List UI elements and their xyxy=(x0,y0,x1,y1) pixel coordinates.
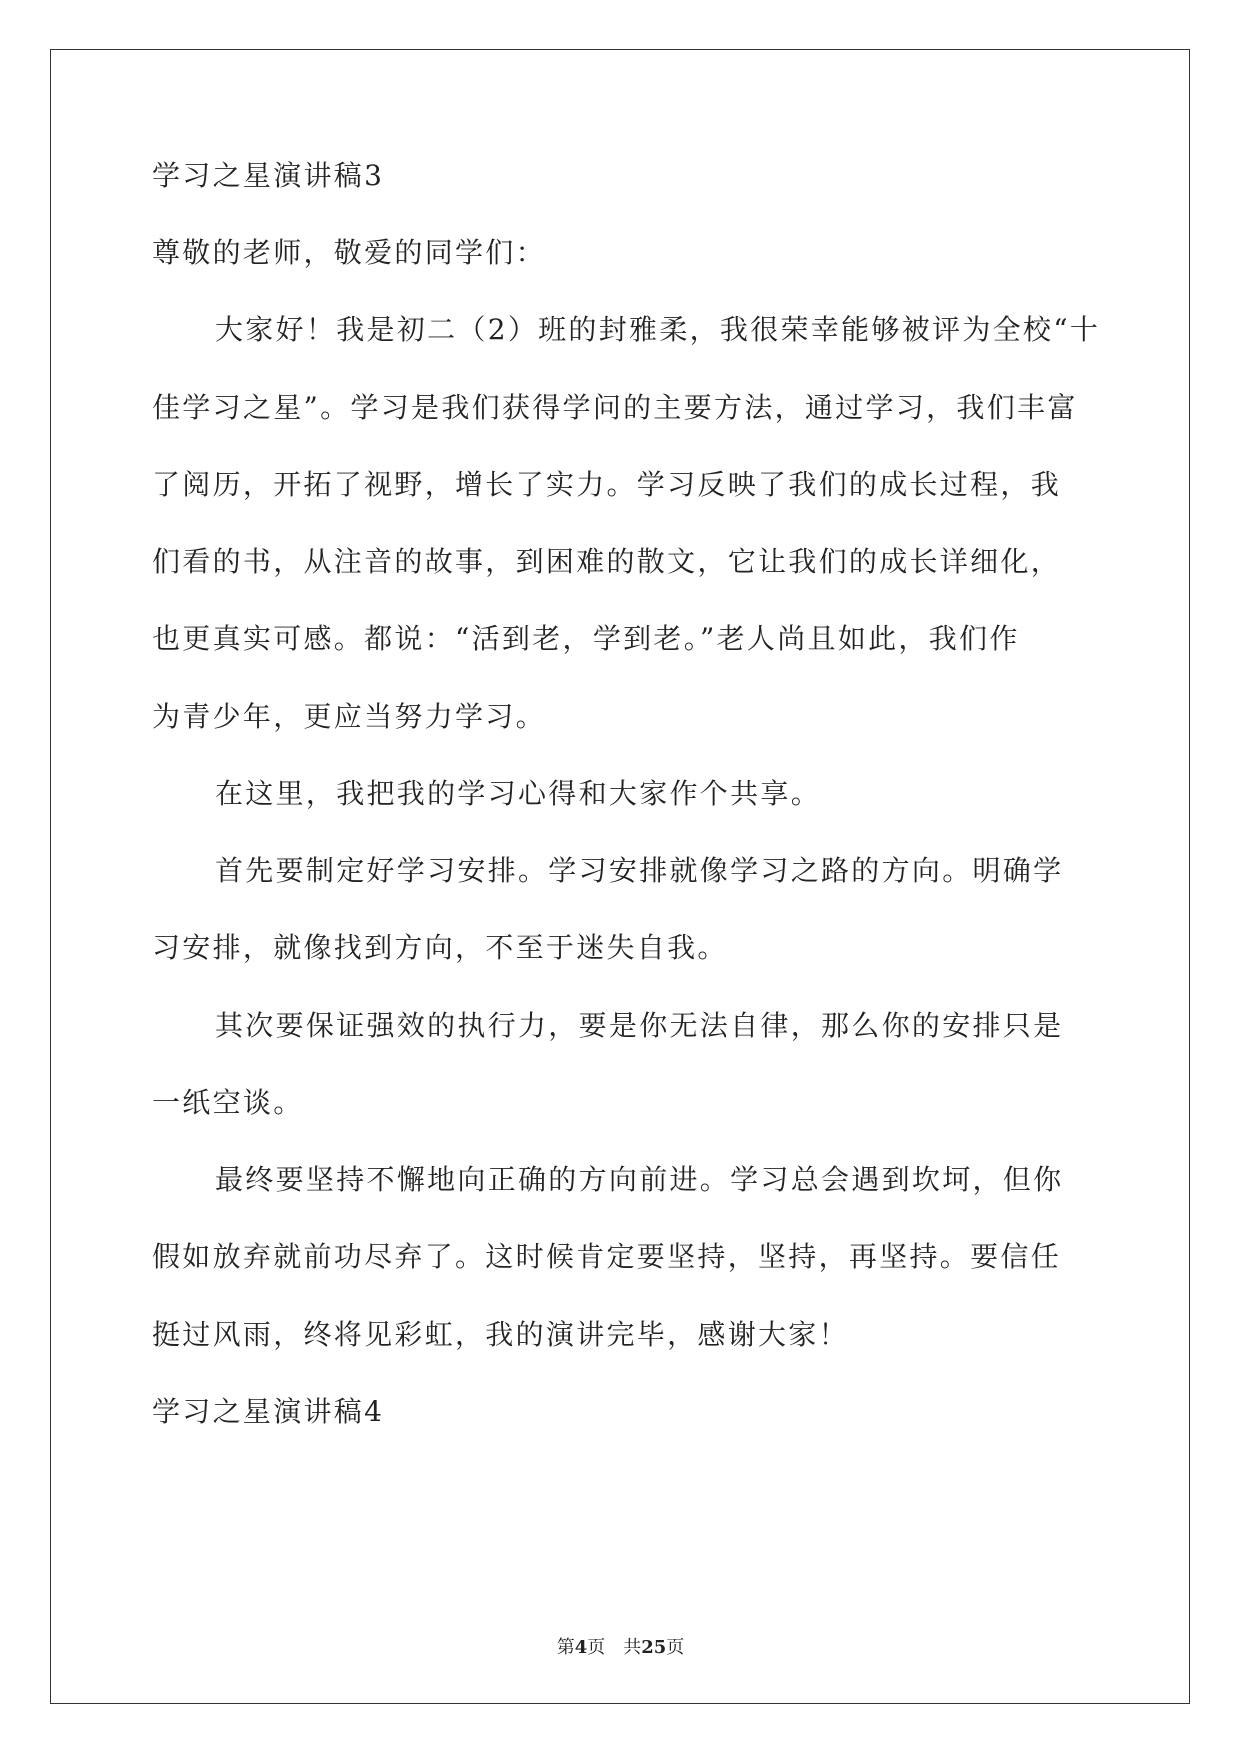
page-total: 25 xyxy=(641,1637,667,1658)
page-suffix: 页 xyxy=(587,1637,606,1658)
total-suffix: 页 xyxy=(666,1637,685,1658)
section-heading-3: 学习之星演讲稿3 xyxy=(152,159,385,192)
paragraph-line: 为青少年，更应当努力学习。 xyxy=(152,700,546,733)
paragraph-line: 挺过风雨，终将见彩虹，我的演讲完毕，感谢大家！ xyxy=(152,1318,849,1351)
page-prefix: 第 xyxy=(556,1637,575,1658)
paragraph-line: 一纸空谈。 xyxy=(152,1086,304,1119)
paragraph-line: 了阅历，开拓了视野，增长了实力。学习反映了我们的成长过程，我 xyxy=(152,468,1062,501)
paragraph-line: 大家好！我是初二（2）班的封雅柔，我很荣幸能够被评为全校“十 xyxy=(215,313,1101,346)
total-prefix: 共 xyxy=(623,1637,642,1658)
salutation: 尊敬的老师，敬爱的同学们： xyxy=(152,236,546,269)
paragraph-line: 们看的书，从注音的故事，到困难的散文，它让我们的成长详细化， xyxy=(152,545,1062,578)
paragraph-line: 最终要坚持不懈地向正确的方向前进。学习总会遇到坎坷，但你 xyxy=(215,1163,1064,1196)
paragraph-line: 首先要制定好学习安排。学习安排就像学习之路的方向。明确学 xyxy=(215,854,1064,887)
paragraph-line: 习安排，就像找到方向，不至于迷失自我。 xyxy=(152,931,728,964)
page-footer xyxy=(0,1636,1241,1660)
paragraph-line: 假如放弃就前功尽弃了。这时候肯定要坚持，坚持，再坚持。要信任 xyxy=(152,1240,1062,1273)
page-number: 4 xyxy=(574,1637,588,1658)
paragraph-line: 也更真实可感。都说：“活到老，学到老。”老人尚且如此，我们作 xyxy=(152,622,1020,655)
paragraph-line: 佳学习之星”。学习是我们获得学问的主要方法，通过学习，我们丰富 xyxy=(152,391,1078,424)
section-heading-4: 学习之星演讲稿4 xyxy=(152,1395,385,1428)
paragraph-line: 在这里，我把我的学习心得和大家作个共享。 xyxy=(215,777,822,810)
paragraph-line: 其次要保证强效的执行力，要是你无法自律，那么你的安排只是 xyxy=(215,1009,1064,1042)
